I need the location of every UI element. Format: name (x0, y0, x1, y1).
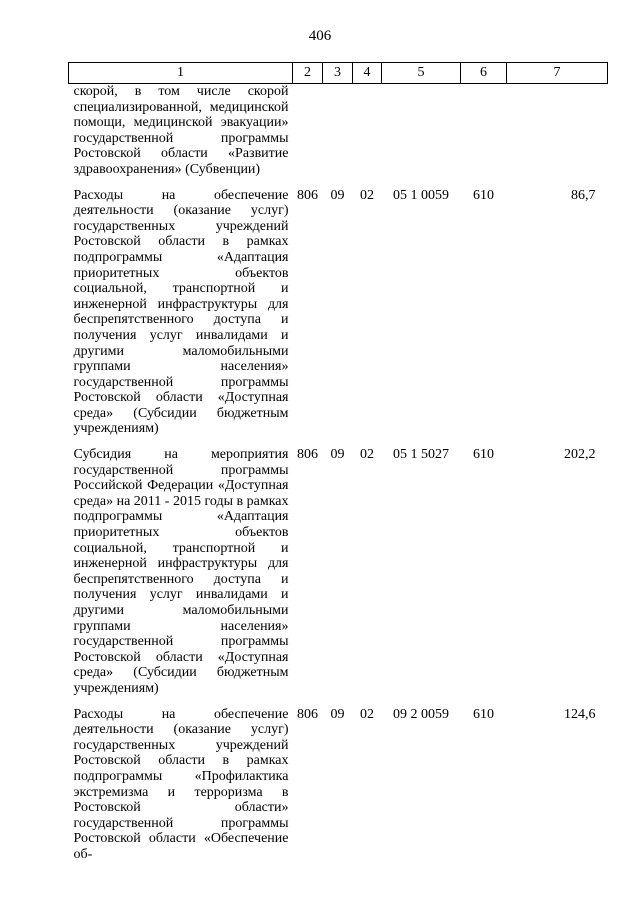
header-col-2: 2 (293, 63, 323, 84)
expense-name: Субсидия на мероприятия государственной программы Российской Федерации «Доступная среда» на 2011 - 2015 годы в рамках подпрограммы «Адаптация приоритетных объектов социальной, транспортной и инженерной инфраструктуры для беспрепятственного доступа и получения услуг инвалидами и другими маломобильными группами населения» государственной программы Ростовской области «Доступная среда» (Субсидии бюджетным учреждениям) (73, 447, 289, 696)
cell-empty (507, 84, 608, 188)
header-col-3: 3 (323, 63, 353, 84)
table-header (69, 63, 608, 84)
expense-type-code: 610 (473, 447, 494, 463)
ministry-code: 806 (297, 187, 318, 203)
section-code: 09 (330, 706, 345, 722)
subsection-code: 02 (360, 187, 374, 203)
table-body (69, 84, 608, 873)
ministry-code: 806 (297, 447, 318, 463)
expense-type-code: 610 (473, 706, 494, 722)
section-code: 09 (330, 447, 345, 463)
header-col-6: 6 (461, 63, 507, 84)
page-number: 406 (308, 28, 332, 44)
subsection-code: 02 (360, 447, 374, 463)
target-item-code: 05 1 0059 (393, 187, 449, 203)
header-col-7: 7 (507, 63, 608, 84)
amount: 202,2 (564, 447, 596, 463)
cell-empty (353, 84, 382, 188)
amount: 124,6 (564, 706, 596, 722)
table-row (69, 188, 608, 448)
expense-type-code: 610 (473, 187, 494, 203)
target-item-code: 05 1 5027 (393, 447, 449, 463)
header-col-4: 4 (353, 63, 382, 84)
ministry-code: 806 (297, 706, 318, 722)
header-col-1: 1 (69, 63, 293, 84)
table-row (69, 447, 608, 707)
table-row-continuation (69, 84, 608, 188)
cell-empty (293, 84, 323, 188)
continuation-text: скорой, в том числе скорой специализированной, медицинской помощи, медицинской эвакуации» государственной программы Ростовской области «Развитие здравоохранения» (Субвенции) (73, 84, 289, 177)
table-row (69, 707, 608, 873)
budget-table (68, 62, 608, 873)
cell-empty (461, 84, 507, 188)
target-item-code: 09 2 0059 (393, 706, 449, 722)
section-code: 09 (330, 187, 345, 203)
header-row (69, 63, 608, 84)
cell-empty (382, 84, 461, 188)
header-col-5: 5 (382, 63, 461, 84)
subsection-code: 02 (360, 706, 374, 722)
cell-empty (323, 84, 353, 188)
expense-name: Расходы на обеспечение деятельности (оказание услуг) государственных учреждений Ростовской области в рамках подпрограммы «Профилактика экстремизма и терроризма в Ростовской области» государственной программы Ростовской области «Обеспечение об- (73, 706, 289, 862)
amount: 86,7 (571, 187, 596, 203)
expense-name: Расходы на обеспечение деятельности (оказание услуг) государственных учреждений Ростовской области в рамках подпрограммы «Адаптация приоритетных объектов социальной, транспортной и инженерной инфраструктуры для беспрепятственного доступа и получения услуг инвалидами и другими маломобильными группами населения» государственной программы Ростовской области «Доступная среда» (Субсидии бюджетным учреждениям) (73, 187, 289, 437)
